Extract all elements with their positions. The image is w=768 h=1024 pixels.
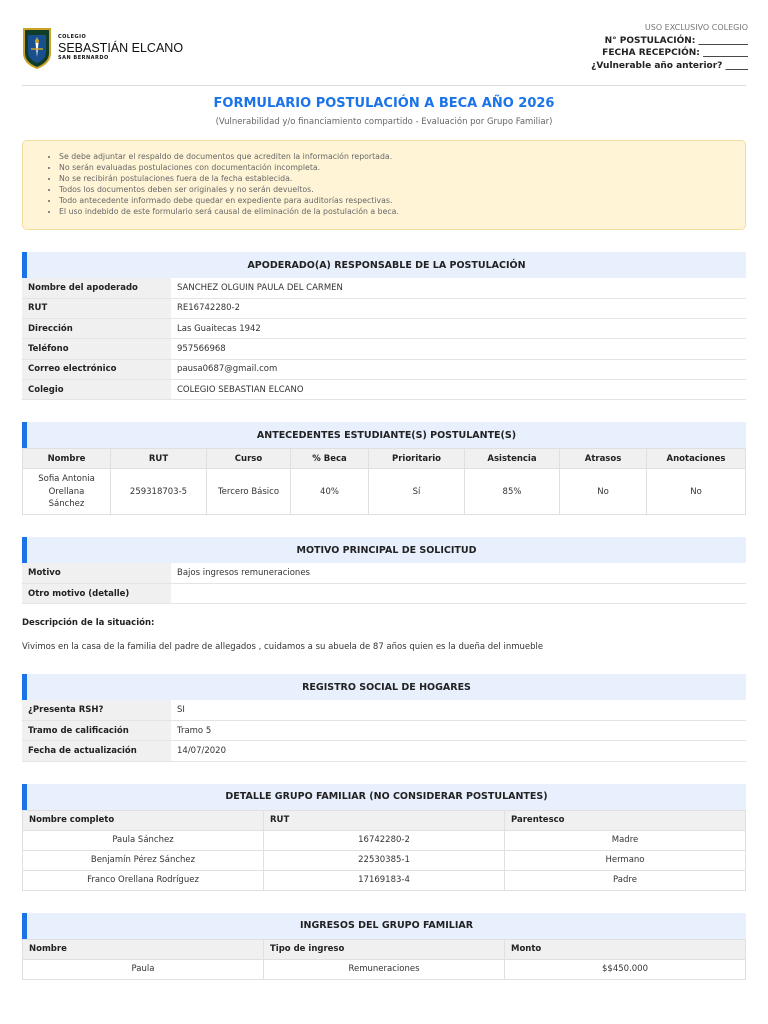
- student-notes-cell: No: [647, 469, 746, 515]
- family-relation-cell: Madre: [505, 830, 746, 850]
- family-rut-cell: 22530385-1: [264, 850, 505, 870]
- form-title-block: [22, 96, 746, 127]
- student-priority-cell: Sí: [369, 469, 465, 515]
- table-row: [22, 298, 746, 318]
- column-header: Nombre completo: [23, 810, 264, 830]
- family-rut-cell: 17169183-4: [264, 870, 505, 890]
- form-subtitle: (Vulnerabilidad y/o financiamiento compartido - Evaluación por Grupo Familiar): [215, 117, 553, 127]
- notice-item: • No se recibirán postulaciones fuera de la fecha establecida.: [59, 173, 733, 184]
- field-value: Tramo 5: [171, 721, 746, 741]
- table-row: [22, 359, 746, 379]
- field-value: RE16742280-2: [171, 298, 746, 318]
- field-label: RUT: [22, 298, 171, 318]
- column-header: RUT: [111, 449, 207, 469]
- column-header: % Beca: [291, 449, 369, 469]
- school-crest-icon: [22, 27, 52, 69]
- field-value: 957566968: [171, 339, 746, 359]
- table-row: [23, 850, 746, 870]
- family-name-cell: Franco Orellana Rodríguez: [23, 870, 264, 890]
- income-table: [22, 939, 746, 980]
- family-relation-cell: Hermano: [505, 850, 746, 870]
- form-title: FORMULARIO POSTULACIÓN A BECA AÑO 2026: [213, 96, 555, 111]
- brand-label-top: COLEGIO: [58, 33, 87, 40]
- field-value: pausa0687@gmail.com: [171, 359, 746, 379]
- family-name-cell: Paula Sánchez: [23, 830, 264, 850]
- column-header: Asistencia: [465, 449, 560, 469]
- table-header-row: [23, 810, 746, 830]
- table-row: [22, 584, 746, 604]
- field-label: Fecha de actualización: [22, 741, 171, 761]
- notice-item: • Se debe adjuntar el respaldo de documentos que acrediten la información reportada.: [59, 151, 733, 162]
- field-label: Dirección: [22, 319, 171, 339]
- field-value: Bajos ingresos remuneraciones: [171, 563, 746, 583]
- family-name-cell: Benjamín Pérez Sánchez: [23, 850, 264, 870]
- column-header: Atrasos: [560, 449, 647, 469]
- student-grade-cell: Tercero Básico: [207, 469, 291, 515]
- column-header: Nombre: [23, 939, 264, 959]
- table-row: [22, 379, 746, 399]
- field-value: COLEGIO SEBASTIAN ELCANO: [171, 379, 746, 399]
- field-label: Nombre del apoderado: [22, 278, 171, 298]
- table-row: [22, 721, 746, 741]
- section-heading-rsh: REGISTRO SOCIAL DE HOGARES: [22, 674, 746, 700]
- table-row: [22, 563, 746, 583]
- rsh-table: [22, 700, 746, 761]
- field-value: Las Guaitecas 1942: [171, 319, 746, 339]
- student-name-line: Sofia Antonia: [38, 474, 95, 485]
- notice-item: • El uso indebido de este formulario será causal de eliminación de la postulación a beca.: [59, 206, 733, 217]
- table-row: [22, 700, 746, 720]
- form-header: [22, 0, 746, 86]
- student-tardies-cell: No: [560, 469, 647, 515]
- situation-description-label: Descripción de la situación:: [22, 618, 155, 629]
- school-use-box: [591, 22, 748, 72]
- field-label: Motivo: [22, 563, 171, 583]
- table-row: [23, 959, 746, 979]
- notice-item: • Todo antecedente informado debe quedar en expediente para auditorías respectivas.: [59, 195, 733, 206]
- field-label: Tramo de calificación: [22, 721, 171, 741]
- field-label: Otro motivo (detalle): [22, 584, 171, 604]
- reception-date-field: FECHA RECEPCIÓN: __________: [602, 48, 748, 58]
- column-header: Nombre: [23, 449, 111, 469]
- situation-description-text: Vivimos en la casa de la familia del padre de allegados , cuidamos a su abuela de 87 años quien es la dueña del inmueble: [22, 642, 544, 653]
- notice-box: [22, 140, 746, 230]
- field-label: Teléfono: [22, 339, 171, 359]
- table-header-row: [23, 449, 746, 469]
- table-row: [23, 870, 746, 890]
- guardian-table: [22, 278, 746, 400]
- brand-name: SEBASTIÁN ELCANO: [58, 40, 184, 55]
- table-row: [22, 741, 746, 761]
- family-relation-cell: Padre: [505, 870, 746, 890]
- student-attendance-cell: 85%: [465, 469, 560, 515]
- student-scholarship-cell: 40%: [291, 469, 369, 515]
- table-row: [22, 278, 746, 298]
- income-amount-cell: $$450.000: [505, 959, 746, 979]
- column-header: Monto: [505, 939, 746, 959]
- column-header: Prioritario: [369, 449, 465, 469]
- field-value: [171, 584, 746, 604]
- notice-item: • Todos los documentos deben ser originales y no serán devueltos.: [59, 184, 733, 195]
- field-value: SI: [171, 700, 746, 720]
- family-rut-cell: 16742280-2: [264, 830, 505, 850]
- reason-table: [22, 563, 746, 604]
- column-header: Anotaciones: [647, 449, 746, 469]
- notice-item: • No serán evaluadas postulaciones con documentación incompleta.: [59, 162, 733, 173]
- student-name-line: Orellana: [48, 486, 85, 497]
- school-use-label: USO EXCLUSIVO COLEGIO: [644, 23, 748, 32]
- column-header: Curso: [207, 449, 291, 469]
- field-label: Colegio: [22, 379, 171, 399]
- student-rut-cell: 259318703-5: [111, 469, 207, 515]
- income-name-cell: Paula: [23, 959, 264, 979]
- application-number-field: N° POSTULACIÓN: ___________: [604, 35, 748, 46]
- family-table: [22, 810, 746, 891]
- school-brand: [22, 27, 183, 69]
- column-header: RUT: [264, 810, 505, 830]
- table-row: [22, 319, 746, 339]
- table-row: [23, 469, 746, 515]
- section-heading-reason: MOTIVO PRINCIPAL DE SOLICITUD: [22, 537, 746, 563]
- table-header-row: [23, 939, 746, 959]
- vulnerable-previous-year-field: ¿Vulnerable año anterior? _____: [591, 60, 748, 71]
- section-heading-family: DETALLE GRUPO FAMILIAR (NO CONSIDERAR POSTULANTES): [22, 784, 746, 810]
- field-value: 14/07/2020: [171, 741, 746, 761]
- brand-label-bottom: SAN BERNARDO: [58, 55, 109, 62]
- field-value: SANCHEZ OLGUIN PAULA DEL CARMEN: [171, 278, 746, 298]
- student-name-cell: [23, 469, 111, 515]
- income-type-cell: Remuneraciones: [264, 959, 505, 979]
- column-header: Parentesco: [505, 810, 746, 830]
- student-name-line: Sánchez: [48, 499, 85, 510]
- students-table: [22, 448, 746, 515]
- field-label: ¿Presenta RSH?: [22, 700, 171, 720]
- section-heading-income: INGRESOS DEL GRUPO FAMILIAR: [22, 913, 746, 939]
- field-label: Correo electrónico: [22, 359, 171, 379]
- section-heading-guardian: APODERADO(A) RESPONSABLE DE LA POSTULACIÓN: [22, 252, 746, 278]
- column-header: Tipo de ingreso: [264, 939, 505, 959]
- table-row: [23, 830, 746, 850]
- table-row: [22, 339, 746, 359]
- section-heading-students: ANTECEDENTES ESTUDIANTE(S) POSTULANTE(S): [22, 422, 746, 448]
